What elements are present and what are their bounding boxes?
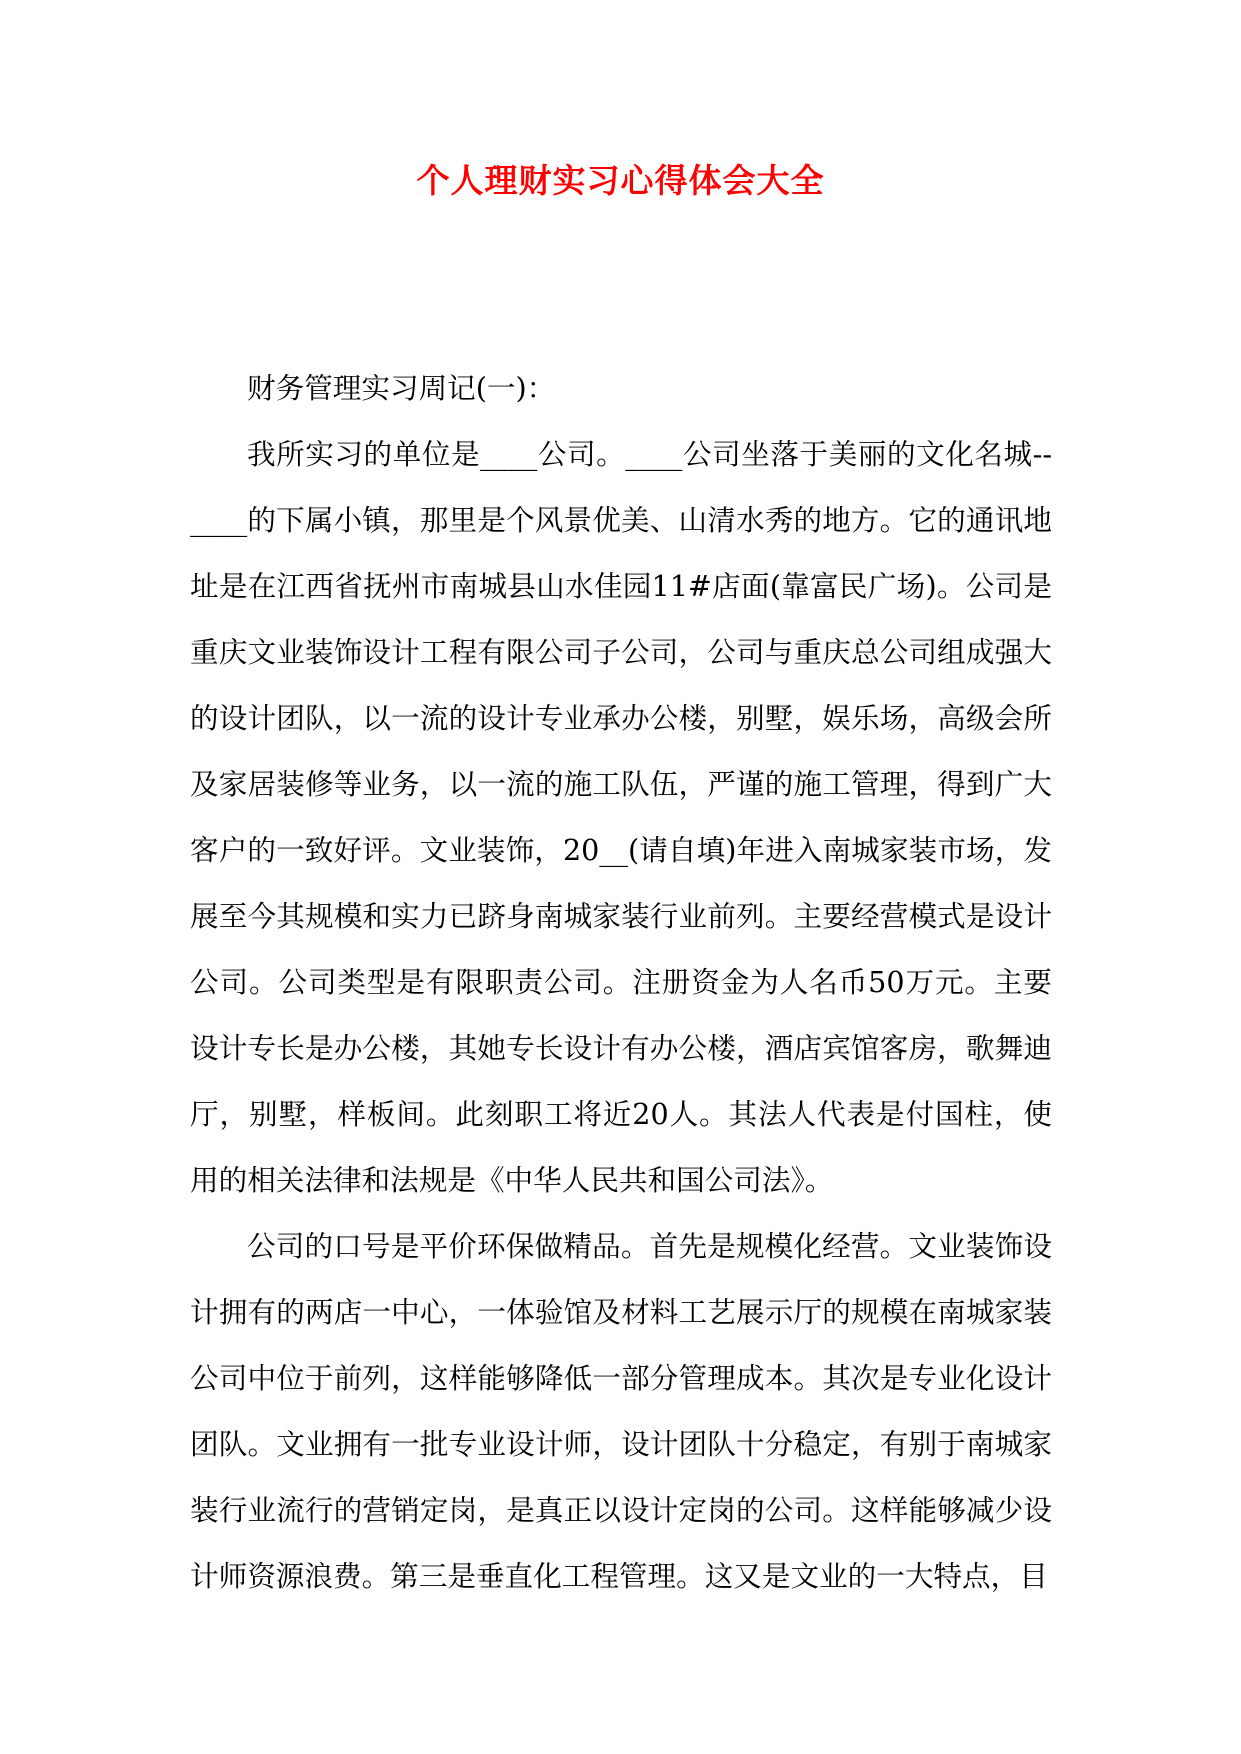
document-title: 个人理财实习心得体会大全 [416,161,825,200]
paragraph-company-slogan: 公司的口号是平价环保做精品。首先是规模化经营。文业装饰设计拥有的两店一中心，一体验馆及材料工艺展示厅的规模在南城家装公司中位于前列，这样能够降低一部分管理成本。其次是专业化设计团队。文业拥有一批专业设计师，设计团队十分稳定，有别于南城家装行业流行的营销定岗，是真正以设计定岗的公司。这样能够减少设计师资源浪费。第三是垂直化工程管理。这又是文业的一大特点，目 [190,1229,1052,1593]
paragraph-company-intro: 我所实习的单位是____公司。____公司坐落于美丽的文化名城--____的下属小镇，那里是个风景优美、山清水秀的地方。它的通讯地址是在江西省抚州市南城县山水佳园11#店面(靠富民广场)。公司是重庆文业装饰设计工程有限公司子公司，公司与重庆总公司组成强大的设计团队，以一流的设计专业承办公楼，别墅，娱乐场，高级会所及家居装修等业务，以一流的施工队伍，严谨的施工管理，得到广大客户的一致好评。文业装饰，20__(请自填)年进入南城家装市场，发展至今其规模和实力已跻身南城家装行业前列。主要经营模式是设计公司。公司类型是有限职责公司。注册资金为人名币50万元。主要设计专长是办公楼，其她专长设计有办公楼，酒店宾馆客房，歌舞迪厅，别墅，样板间。此刻职工将近20人。其法人代表是付国柱，使用的相关法律和法规是《中华人民共和国公司法》。 [190,437,1052,1197]
document-body [190,355,1052,1609]
paragraph-heading: 财务管理实习周记(一)： [247,371,556,405]
